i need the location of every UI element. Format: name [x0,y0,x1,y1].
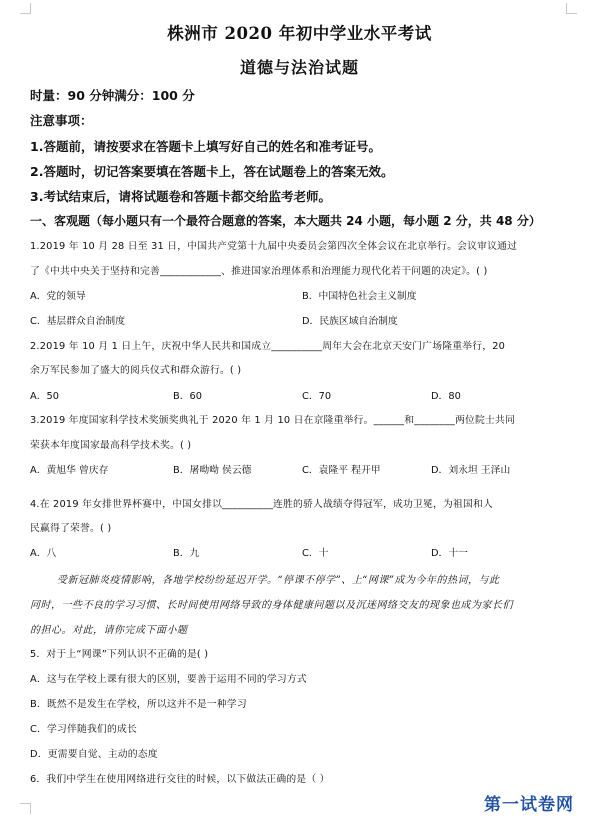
q4-option-a: A．八 [30,548,57,559]
q4-option-b: B．九 [173,548,200,559]
q3-stem-line2: 荣获本年度国家最高科学技术奖。( ) [30,440,192,451]
notice-item-1: 1.答题前，请按要求在答题卡上填写好自己的姓名和准考证号。 [30,139,381,154]
exam-title: 株洲市 2020 年初中学业水平考试 [167,24,432,43]
crop-mark-top-right [566,3,577,14]
q1-option-a: A．党的领导 [30,291,86,302]
q5-option-d: D．更需要自觉、主动的态度 [30,749,158,760]
passage-line2: 同时，一些不良的学习习惯、长时间使用网络导致的身体健康问题以及沉迷网络交友的现象也成为家长们 [30,600,513,611]
notice-item-2: 2.答题时，切记答案要填在答题卡上，答在试题卷上的答案无效。 [30,164,394,179]
passage-line1: 受新冠肺炎疫情影响，各地学校纷纷延迟开学。“停课不停学”、上“网课”成为今年的热词，与此 [57,575,500,586]
watermark-logo: 第一试卷网 [484,795,574,815]
q3-option-c: C．袁隆平 程开甲 [302,465,381,476]
q3-option-b: B．屠呦呦 侯云德 [173,465,252,476]
q1-option-c: C．基层群众自治制度 [30,316,126,327]
q1-stem-line1: 1.2019 年 10 月 28 日至 31 日，中国共产党第十九届中央委员会第四次全体会议在北京举行。会议审议通过 [30,241,518,252]
q2-stem-line2: 余万军民参加了盛大的阅兵仪式和群众游行。( ) [30,365,242,376]
q1-option-d: D．民族区域自治制度 [302,316,398,327]
q3-option-d: D．刘永坦 王泽山 [431,465,511,476]
q1-option-b: B．中国特色社会主义制度 [302,291,417,302]
q4-option-d: D．十一 [431,548,468,559]
q4-option-c: C．十 [302,548,329,559]
q2-stem-line1: 2.2019 年 10 月 1 日上午，庆祝中华人民共和国成立__________周年大会在北京天安门广场隆重举行，20 [30,341,506,352]
section-heading: 一、客观题（每小题只有一个最符合题意的答案，本大题共 24 小题，每小题 2 分，共 48 分） [30,214,541,228]
q5-stem: 5．对于上“网课”下列认识不正确的是( ) [30,649,209,660]
q1-stem-line2: 了《中共中央关于坚持和完善____________、推进国家治理体系和治理能力现代化若干问题的决定》。( ) [30,266,488,277]
q2-option-a: A．50 [30,391,59,402]
q5-option-c: C．学习伴随我们的成长 [30,724,138,735]
q4-stem-line2: 民赢得了荣誉。( ) [30,523,112,534]
notice-heading: 注意事项： [30,113,93,128]
passage-line3: 的担心。对此，请你完成下面小题 [30,625,188,636]
q2-option-c: C．70 [302,391,332,402]
q6-stem: 6．我们中学生在使用网络进行交往的时候，以下做法正确的是（ ） [30,774,330,785]
exam-info: 时量：90 分钟满分：100 分 [30,88,195,103]
exam-subtitle: 道德与法治试题 [239,58,359,77]
q3-stem-line1: 3.2019 年度国家科学技术奖颁奖典礼于 2020 年 1 月 10 日在京隆重举行。______和________两位院士共同 [30,415,515,426]
q5-option-a: A．这与在学校上课有很大的区别，要善于运用不同的学习方式 [30,674,307,685]
q3-option-a: A．黄旭华 曾庆存 [30,465,109,476]
notice-item-3: 3.考试结束后，请将试题卷和答题卡都交给监考老师。 [30,189,331,204]
q5-option-b: B．既然不是发生在学校，所以这并不是一种学习 [30,699,247,710]
q2-option-b: B．60 [173,391,202,402]
q2-option-d: D．80 [431,391,461,402]
crop-mark-bottom-left [20,803,31,814]
crop-mark-top-left [20,3,31,14]
q4-stem-line1: 4.在 2019 年女排世界杯赛中，中国女排以__________连胜的骄人战绩夺得冠军，成功卫冕，为祖国和人 [30,499,493,510]
